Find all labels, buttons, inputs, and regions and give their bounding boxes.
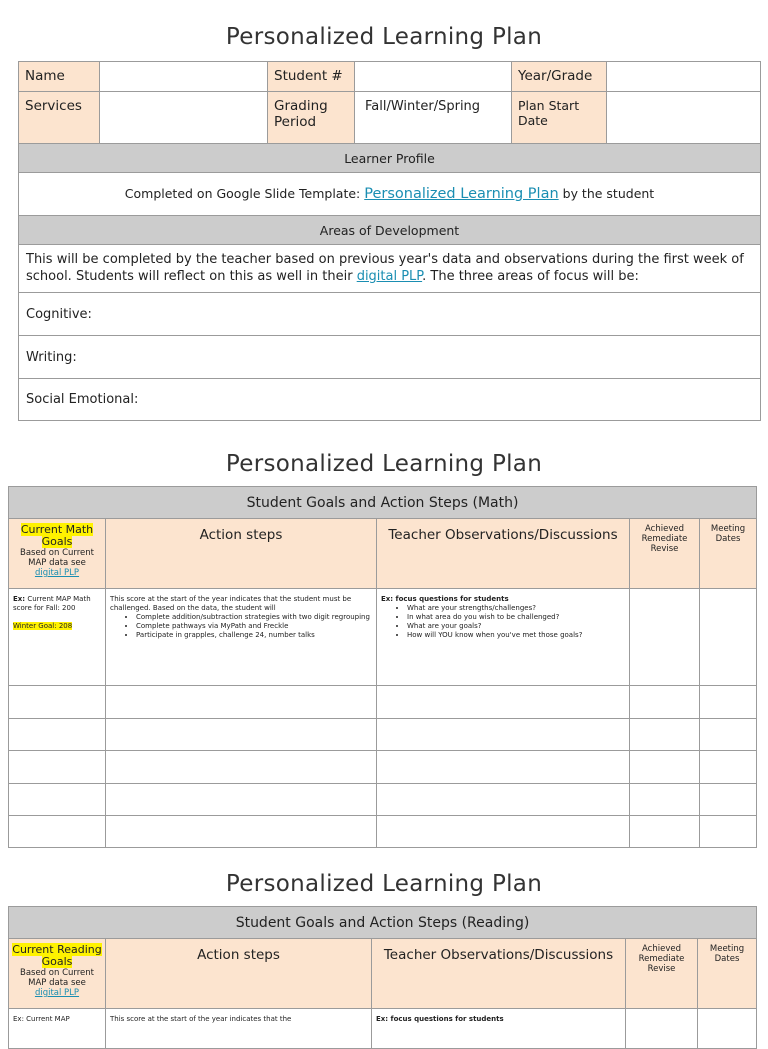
learner-profile-header: Learner Profile — [19, 144, 761, 173]
math-example-dates[interactable] — [700, 589, 757, 686]
table-cell[interactable] — [377, 686, 630, 719]
list-item: • Complete pathways via MyPath and Freckle — [136, 622, 372, 631]
table-cell[interactable] — [9, 751, 106, 784]
table-cell[interactable] — [700, 784, 757, 816]
student-number-field[interactable] — [355, 62, 512, 92]
list-item: • How will YOU know when you've met those goals? — [407, 631, 625, 640]
table-cell[interactable] — [106, 719, 377, 751]
areas-header: Areas of Development — [19, 216, 761, 245]
year-grade-field[interactable] — [607, 62, 761, 92]
table-cell[interactable] — [700, 719, 757, 751]
math-example-observations — [377, 589, 630, 686]
reading-goals-table — [8, 906, 757, 1049]
reading-goals-title: Current Reading Goals — [12, 943, 102, 968]
list-item: • Participate in grapples, challenge 24, number talks — [136, 631, 372, 640]
action-intro: This score at the start of the year indicates that the student must be challenged. Based on the data, the student will — [110, 595, 352, 612]
table-cell[interactable] — [9, 816, 106, 848]
services-label: Services — [19, 92, 100, 144]
table-cell[interactable] — [700, 686, 757, 719]
areas-text: This will be completed by the teacher based on previous year's data and observations during the first week of school. Students will reflect on this as well in their — [26, 252, 744, 284]
plan-info-table — [18, 61, 761, 421]
reading-section-title: Personalized Learning Plan — [225, 871, 543, 897]
list-item: • In what area do you wish to be challenged? — [407, 613, 625, 622]
name-field[interactable] — [100, 62, 268, 92]
reading-meeting-dates-header: Meeting Dates — [698, 939, 757, 1009]
math-status-header: Achieved Remediate Revise — [630, 519, 700, 589]
table-cell[interactable] — [630, 816, 700, 848]
profile-text: Completed on Google Slide Template: — [124, 186, 365, 201]
math-example-goal — [9, 589, 106, 686]
list-item: • What are your strengths/challenges? — [407, 604, 625, 613]
name-label: Name — [19, 62, 100, 92]
math-digital-plp-link[interactable]: digital PLP — [34, 568, 80, 578]
table-cell[interactable] — [630, 719, 700, 751]
winter-goal: Winter Goal: 208 — [13, 622, 73, 630]
reading-example-observations: Ex: focus questions for students — [372, 1009, 626, 1049]
services-field[interactable] — [100, 92, 268, 144]
table-cell[interactable] — [700, 816, 757, 848]
plan-start-field[interactable] — [607, 92, 761, 144]
list-item: • What are your goals? — [407, 622, 625, 631]
table-cell[interactable] — [700, 751, 757, 784]
reading-example-dates[interactable] — [698, 1009, 757, 1049]
digital-plp-link[interactable]: digital PLP — [356, 269, 423, 284]
math-example-status[interactable] — [630, 589, 700, 686]
table-cell[interactable] — [630, 784, 700, 816]
reading-status-header: Achieved Remediate Revise — [626, 939, 698, 1009]
table-cell[interactable] — [106, 751, 377, 784]
reading-goals-header: Student Goals and Action Steps (Reading) — [9, 907, 757, 939]
reading-example-actions: This score at the start of the year indicates that the — [106, 1009, 372, 1049]
table-cell[interactable] — [106, 686, 377, 719]
list-item: • Complete addition/subtraction strategies with two digit regrouping — [136, 613, 372, 622]
table-cell[interactable] — [630, 751, 700, 784]
math-goals-column-header — [9, 519, 106, 589]
math-example-actions — [106, 589, 377, 686]
cognitive-row[interactable]: Cognitive: — [19, 293, 761, 336]
math-goals-table — [8, 486, 757, 848]
profile-text-after: by the student — [558, 186, 655, 201]
areas-description — [19, 245, 761, 293]
table-cell[interactable] — [106, 816, 377, 848]
grading-period-value: Fall/Winter/Spring — [355, 92, 512, 144]
plan-start-label: Plan Start Date — [512, 92, 607, 144]
table-cell[interactable] — [9, 784, 106, 816]
student-number-label: Student # — [268, 62, 355, 92]
math-meeting-dates-header: Meeting Dates — [700, 519, 757, 589]
table-cell[interactable] — [9, 719, 106, 751]
reading-digital-plp-link[interactable]: digital PLP — [34, 988, 80, 998]
areas-text-after: . The three areas of focus will be: — [422, 269, 639, 284]
math-observations-header: Teacher Observations/Discussions — [377, 519, 630, 589]
table-cell[interactable] — [377, 816, 630, 848]
page-title: Personalized Learning Plan — [225, 24, 543, 50]
reading-example-status[interactable] — [626, 1009, 698, 1049]
reading-observations-header: Teacher Observations/Discussions — [372, 939, 626, 1009]
writing-row[interactable]: Writing: — [19, 336, 761, 379]
learner-profile-cell — [19, 173, 761, 216]
reading-example-goal: Ex: Current MAP — [9, 1009, 106, 1049]
math-goals-sub: Based on Current MAP data see — [19, 548, 94, 568]
table-cell[interactable] — [377, 784, 630, 816]
table-cell[interactable] — [106, 784, 377, 816]
personalized-learning-plan-link[interactable]: Personalized Learning Plan — [364, 186, 559, 202]
ex-prefix: Ex: — [13, 595, 26, 603]
table-cell[interactable] — [377, 751, 630, 784]
reading-goals-sub: Based on Current MAP data see — [19, 968, 94, 988]
reading-goals-column-header — [9, 939, 106, 1009]
math-action-steps-header: Action steps — [106, 519, 377, 589]
ex-goal-text: Current MAP Math score for Fall: 200 — [13, 595, 91, 612]
table-cell[interactable] — [630, 686, 700, 719]
math-goals-title: Current Math Goals — [20, 523, 94, 548]
reading-action-steps-header: Action steps — [106, 939, 372, 1009]
grading-period-label: Grading Period — [268, 92, 355, 144]
social-emotional-row[interactable]: Social Emotional: — [19, 379, 761, 421]
year-grade-label: Year/Grade — [512, 62, 607, 92]
table-cell[interactable] — [377, 719, 630, 751]
math-goals-header: Student Goals and Action Steps (Math) — [9, 487, 757, 519]
obs-title: Ex: focus questions for students — [381, 595, 509, 603]
math-section-title: Personalized Learning Plan — [225, 451, 543, 477]
table-cell[interactable] — [9, 686, 106, 719]
